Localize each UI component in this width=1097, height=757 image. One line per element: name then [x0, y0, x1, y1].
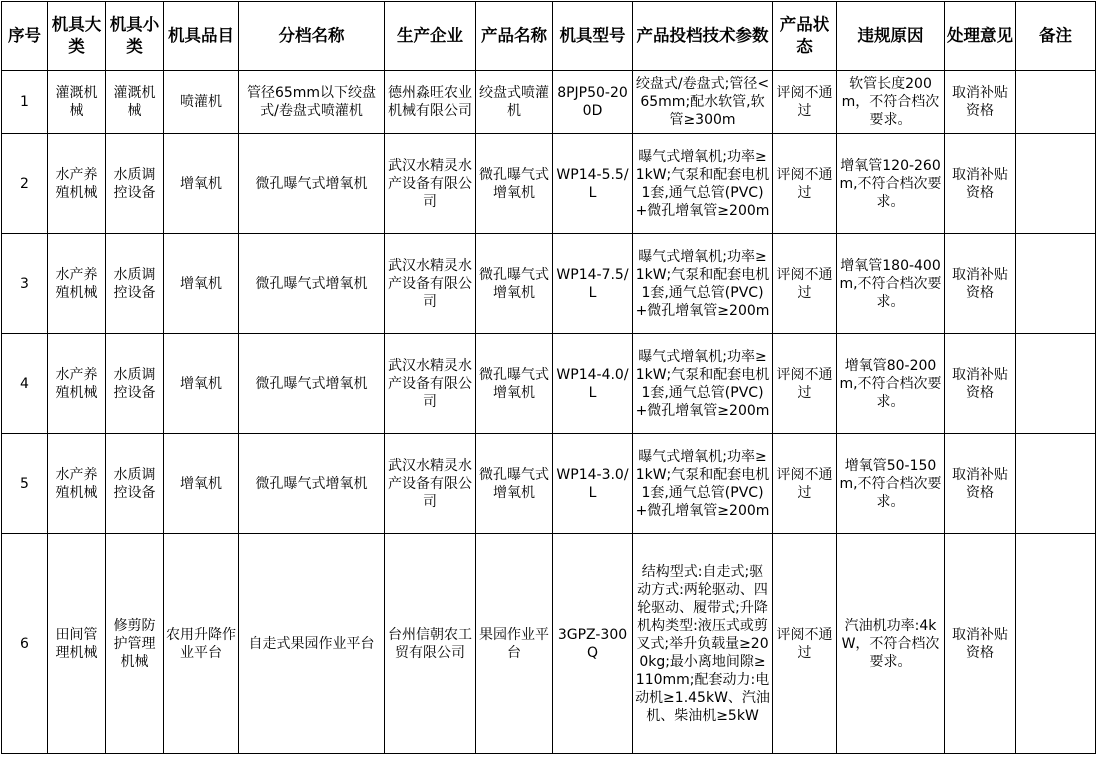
header-item: 机具品目	[164, 2, 239, 71]
cell-tech-params: 曝气式增氧机;功率≥1kW;气泵和配套电机1套,通气总管(PVC)+微孔增氧管≥200m	[633, 434, 773, 534]
cell-product-name: 绞盘式喷灌机	[476, 71, 553, 134]
cell-minor-category: 修剪防护管理机械	[106, 534, 164, 754]
cell-product-name: 微孔曝气式增氧机	[476, 334, 553, 434]
cell-remark	[1016, 534, 1096, 754]
cell-status: 评阅不通过	[773, 334, 837, 434]
cell-minor-category: 水质调控设备	[106, 334, 164, 434]
cell-grade-name: 微孔曝气式增氧机	[239, 334, 385, 434]
cell-status: 评阅不通过	[773, 434, 837, 534]
cell-remark	[1016, 334, 1096, 434]
cell-major-category: 水产养殖机械	[48, 234, 106, 334]
cell-model: WP14-4.0/L	[553, 334, 633, 434]
table-row	[2, 334, 1096, 434]
header-handling-opinion: 处理意见	[945, 2, 1016, 71]
cell-manufacturer: 武汉水精灵水产设备有限公司	[385, 434, 476, 534]
cell-handling-opinion: 取消补贴资格	[945, 534, 1016, 754]
cell-manufacturer: 德州淼旺农业机械有限公司	[385, 71, 476, 134]
cell-product-name: 微孔曝气式增氧机	[476, 234, 553, 334]
cell-status: 评阅不通过	[773, 234, 837, 334]
cell-remark	[1016, 234, 1096, 334]
cell-remark	[1016, 434, 1096, 534]
cell-model: 3GPZ-300Q	[553, 534, 633, 754]
cell-tech-params: 曝气式增氧机;功率≥1kW;气泵和配套电机1套,通气总管(PVC)+微孔增氧管≥200m	[633, 134, 773, 234]
cell-major-category: 田间管理机械	[48, 534, 106, 754]
cell-product-name: 微孔曝气式增氧机	[476, 434, 553, 534]
cell-tech-params: 曝气式增氧机;功率≥1kW;气泵和配套电机1套,通气总管(PVC)+微孔增氧管≥200m	[633, 234, 773, 334]
cell-grade-name: 自走式果园作业平台	[239, 534, 385, 754]
cell-status: 评阅不通过	[773, 71, 837, 134]
cell-violation-reason: 汽油机功率:4kW，不符合档次要求。	[837, 534, 945, 754]
table-row	[2, 434, 1096, 534]
cell-major-category: 水产养殖机械	[48, 134, 106, 234]
cell-item: 增氧机	[164, 234, 239, 334]
cell-remark	[1016, 71, 1096, 134]
cell-manufacturer: 台州信朝农工贸有限公司	[385, 534, 476, 754]
cell-violation-reason: 增氧管80-200m,不符合档次要求。	[837, 334, 945, 434]
header-seq: 序号	[2, 2, 48, 71]
cell-violation-reason: 增氧管50-150m,不符合档次要求。	[837, 434, 945, 534]
cell-minor-category: 灌溉机械	[106, 71, 164, 134]
cell-manufacturer: 武汉水精灵水产设备有限公司	[385, 334, 476, 434]
cell-manufacturer: 武汉水精灵水产设备有限公司	[385, 234, 476, 334]
cell-tech-params: 曝气式增氧机;功率≥1kW;气泵和配套电机1套,通气总管(PVC)+微孔增氧管≥200m	[633, 334, 773, 434]
cell-seq: 2	[2, 134, 48, 234]
cell-model: WP14-3.0/L	[553, 434, 633, 534]
cell-violation-reason: 软管长度200m，不符合档次要求。	[837, 71, 945, 134]
cell-product-name: 果园作业平台	[476, 534, 553, 754]
cell-minor-category: 水质调控设备	[106, 434, 164, 534]
cell-item: 农用升降作业平台	[164, 534, 239, 754]
header-grade-name: 分档名称	[239, 2, 385, 71]
header-manufacturer: 生产企业	[385, 2, 476, 71]
cell-item: 增氧机	[164, 434, 239, 534]
cell-violation-reason: 增氧管180-400m,不符合档次要求。	[837, 234, 945, 334]
cell-grade-name: 管径65mm以下绞盘式/卷盘式喷灌机	[239, 71, 385, 134]
cell-major-category: 水产养殖机械	[48, 334, 106, 434]
cell-status: 评阅不通过	[773, 134, 837, 234]
cell-grade-name: 微孔曝气式增氧机	[239, 234, 385, 334]
cell-grade-name: 微孔曝气式增氧机	[239, 434, 385, 534]
cell-major-category: 水产养殖机械	[48, 434, 106, 534]
cell-remark	[1016, 134, 1096, 234]
table-row	[2, 534, 1096, 754]
cell-item: 增氧机	[164, 334, 239, 434]
header-status: 产品状态	[773, 2, 837, 71]
cell-seq: 1	[2, 71, 48, 134]
table-row	[2, 71, 1096, 134]
cell-tech-params: 绞盘式/卷盘式;管径<65mm;配水软管,软管≥300m	[633, 71, 773, 134]
cell-product-name: 微孔曝气式增氧机	[476, 134, 553, 234]
cell-item: 增氧机	[164, 134, 239, 234]
cell-status: 评阅不通过	[773, 534, 837, 754]
violation-table	[1, 1, 1096, 754]
header-major-category: 机具大类	[48, 2, 106, 71]
cell-tech-params: 结构型式:自走式;驱动方式:两轮驱动、四轮驱动、履带式;升降机构类型:液压式或剪叉式;举升负载量≥200kg;最小离地间隙≥110mm;配套动力:电动机≥1.45kW、汽油机、柴油机≥5kW	[633, 534, 773, 754]
cell-handling-opinion: 取消补贴资格	[945, 71, 1016, 134]
cell-item: 喷灌机	[164, 71, 239, 134]
table-row	[2, 234, 1096, 334]
cell-handling-opinion: 取消补贴资格	[945, 134, 1016, 234]
cell-handling-opinion: 取消补贴资格	[945, 334, 1016, 434]
cell-handling-opinion: 取消补贴资格	[945, 234, 1016, 334]
cell-grade-name: 微孔曝气式增氧机	[239, 134, 385, 234]
cell-model: WP14-7.5/L	[553, 234, 633, 334]
header-row	[2, 2, 1096, 71]
cell-handling-opinion: 取消补贴资格	[945, 434, 1016, 534]
cell-seq: 5	[2, 434, 48, 534]
cell-manufacturer: 武汉水精灵水产设备有限公司	[385, 134, 476, 234]
header-product-name: 产品名称	[476, 2, 553, 71]
cell-seq: 6	[2, 534, 48, 754]
cell-seq: 4	[2, 334, 48, 434]
cell-seq: 3	[2, 234, 48, 334]
header-tech-params: 产品投档技术参数	[633, 2, 773, 71]
header-minor-category: 机具小类	[106, 2, 164, 71]
cell-minor-category: 水质调控设备	[106, 234, 164, 334]
cell-model: 8PJP50-200D	[553, 71, 633, 134]
cell-major-category: 灌溉机械	[48, 71, 106, 134]
header-violation-reason: 违规原因	[837, 2, 945, 71]
table-row	[2, 134, 1096, 234]
header-remark: 备注	[1016, 2, 1096, 71]
cell-violation-reason: 增氧管120-260m,不符合档次要求。	[837, 134, 945, 234]
cell-model: WP14-5.5/L	[553, 134, 633, 234]
cell-minor-category: 水质调控设备	[106, 134, 164, 234]
header-model: 机具型号	[553, 2, 633, 71]
